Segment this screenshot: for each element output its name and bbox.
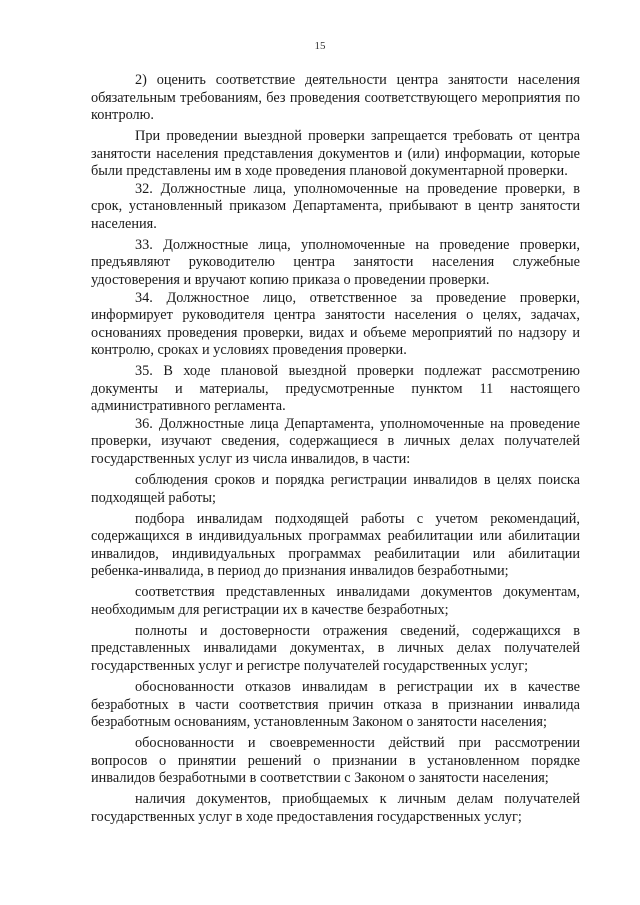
- list-item-completeness: полноты и достоверности отражения сведений, содержащихся в представленных инвалидами документах, в личных делах получателей государственных услуг и регистре получателей государственных услуг;: [91, 622, 580, 674]
- paragraph-34: 34. Должностное лицо, ответственное за проведение проверки, информирует руководителя центра занятости населения о целях, задачах, основаниях проведения проверки, видах и объеме мероприятий по надзору и контролю, сроках и условиях проведения проверки.: [91, 289, 580, 359]
- page-number: 15: [314, 40, 326, 52]
- paragraph-prohibition: При проведении выездной проверки запрещается требовать от центра занятости населения представления документов и (или) информации, которые были представлены им в ходе проведения плановой документарной проверки.: [91, 128, 580, 180]
- list-item-registration-terms: соблюдения сроков и порядка регистрации инвалидов в целях поиска подходящей работы;: [91, 472, 580, 506]
- paragraph-36: 36. Должностные лица Департамента, уполномоченные на проведение проверки, изучают сведения, содержащиеся в личных делах получателей государственных услуг из числа инвалидов, в части:: [91, 415, 580, 467]
- list-item-decision-timeliness: обоснованности и своевременности действий при рассмотрении вопросов о принятии решений о признании в установленном порядке инвалидов безработными в соответствии с Законом о занятости населения;: [91, 735, 580, 787]
- paragraph-point-2: 2) оценить соответствие деятельности центра занятости населения обязательным требованиям, без проведения соответствующего мероприятия по контролю.: [91, 72, 580, 124]
- paragraph-33: 33. Должностные лица, уполномоченные на проведение проверки, предъявляют руководителю центра занятости населения служебные удостоверения и вручают копию приказа о проведении проверки.: [91, 236, 580, 289]
- paragraph-32: 32. Должностные лица, уполномоченные на проведение проверки, в срок, установленный приказом Департамента, прибывают в центр занятости населения.: [91, 180, 580, 232]
- list-item-job-selection: подбора инвалидам подходящей работы с учетом рекомендаций, содержащихся в индивидуальных программах реабилитации или абилитации инвалидов, индивидуальных программах реабилитации или абилитации ребенка-инвалида, в период до признания инвалидов безработными;: [91, 510, 580, 580]
- list-item-documents-compliance: соответствия представленных инвалидами документов документам, необходимым для регистрации их в качестве безработных;: [91, 584, 580, 618]
- paragraph-35: 35. В ходе плановой выездной проверки подлежат рассмотрению документы и материалы, предусмотренные пунктом 11 настоящего административного регламента.: [91, 363, 580, 415]
- document-body: [91, 72, 580, 826]
- list-item-refusal-grounds: обоснованности отказов инвалидам в регистрации их в качестве безработных в части соответствия причин отказа в признании инвалида безработным основаниям, установленным Законом о занятости населения;: [91, 679, 580, 731]
- list-item-documents-presence: наличия документов, приобщаемых к личным делам получателей государственных услуг в ходе предоставления государственных услуг;: [91, 791, 580, 825]
